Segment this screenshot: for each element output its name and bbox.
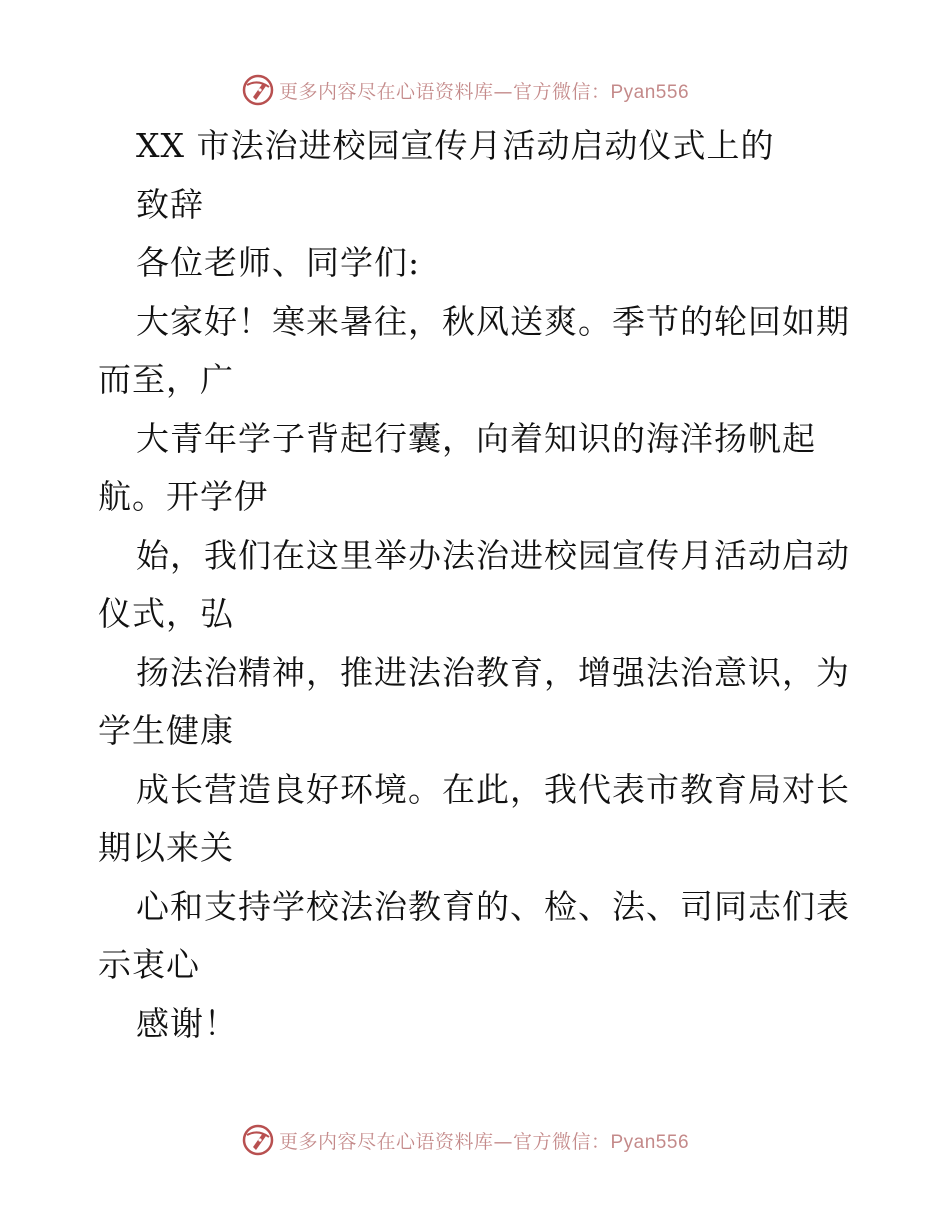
pen-nib-logo-icon — [241, 1123, 275, 1157]
paragraph-line: 仪式，弘 — [98, 594, 234, 633]
paragraph-line: 学生健康 — [98, 711, 234, 750]
document-body — [98, 117, 858, 1053]
paragraph-line: 成长营造良好环境。在此，我代表市教育局对长 — [136, 769, 850, 809]
paragraph-line: 感谢！ — [136, 1003, 238, 1043]
paragraph-line: 航。开学伊 — [98, 477, 268, 516]
paragraph-line: 心和支持学校法治教育的、检、法、司同志们表 — [136, 886, 850, 926]
footer-watermark — [0, 1120, 950, 1160]
paragraph-line: 期以来关 — [98, 828, 234, 867]
salutation: 各位老师、同学们: — [136, 243, 421, 282]
paragraph-line: 大家好！寒来暑往，秋风送爽。季节的轮回如期 — [136, 301, 850, 341]
watermark-text: 更多内容尽在心语资料库—官方微信：Pyan556 — [278, 1130, 690, 1153]
wechat-handle: Pyan556 — [610, 1131, 690, 1153]
watermark-text: 更多内容尽在心语资料库—官方微信：Pyan556 — [278, 80, 690, 103]
header-watermark — [0, 70, 950, 110]
paragraph-line: 始，我们在这里举办法治进校园宣传月活动启动 — [136, 535, 850, 575]
wechat-handle: Pyan556 — [610, 81, 690, 103]
paragraph-line: 而至，广 — [98, 360, 234, 399]
paragraph-line: 大青年学子背起行囊，向着知识的海洋扬帆起 — [136, 418, 816, 458]
pen-nib-logo-icon — [241, 73, 275, 107]
paragraph-line: 示衷心 — [98, 945, 200, 984]
document-title: XX 市法治进校园宣传月活动启动仪式上的 — [136, 126, 775, 165]
paragraph-line: 扬法治精神，推进法治教育，增强法治意识，为 — [136, 652, 850, 692]
document-title-continued: 致辞 — [136, 184, 204, 224]
